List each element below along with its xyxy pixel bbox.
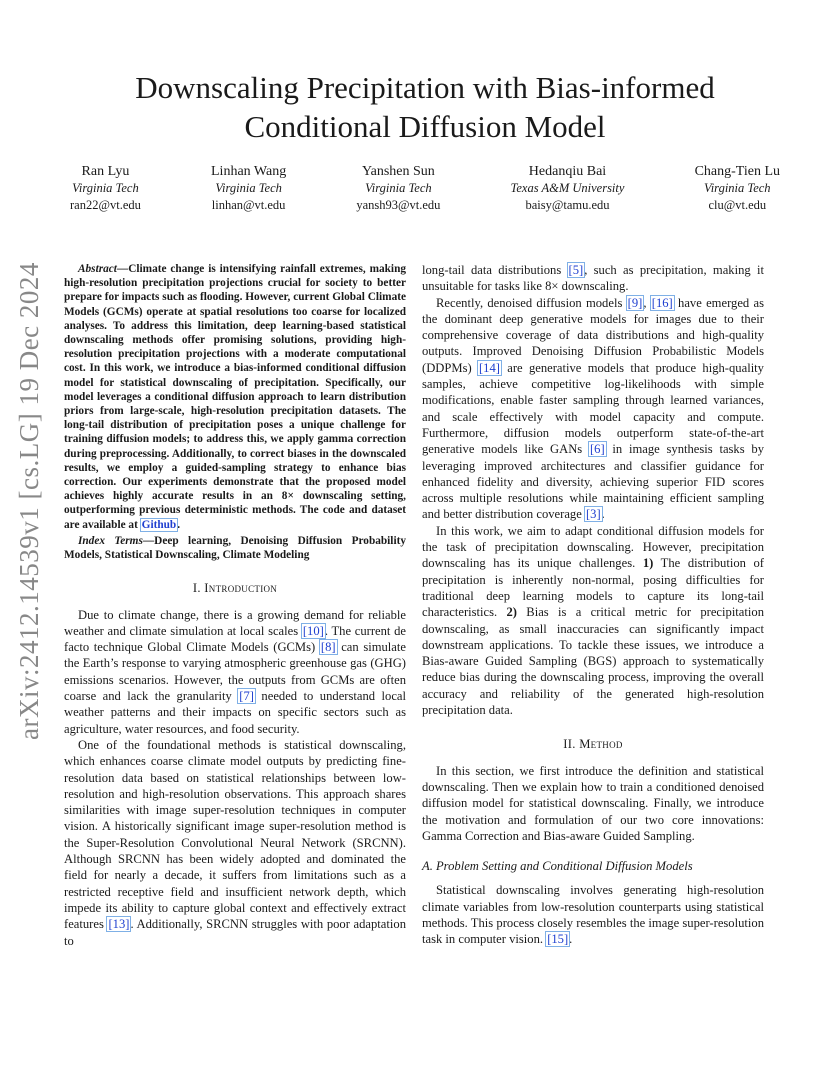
author-block [70, 163, 141, 214]
author-affiliation: Virginia Tech [704, 181, 771, 195]
author-name: Chang-Tien Lu [694, 164, 780, 179]
citation-link[interactable]: [9] [627, 295, 643, 310]
paper-title [60, 68, 790, 146]
abstract-lead: Abstract [78, 263, 117, 275]
author-affiliation: Virginia Tech [365, 181, 432, 195]
text-run: needed to understand local weather patterns and their impacts on specific sectors such as agriculture, water resources, and food security. [64, 689, 407, 736]
citation-link[interactable]: [5] [568, 263, 584, 277]
section-title: Method [579, 737, 623, 752]
text-run: can simulate the Earth’s response to varying atmospheric greenhouse gas (GHG) emissions scenarios. However, the outputs from GCMs are often coarse and lack the granularity [64, 640, 406, 704]
citation-link[interactable]: [3] [585, 507, 601, 522]
citation-link[interactable]: [6] [589, 442, 605, 457]
text-run: long-tail data distributions [422, 263, 568, 277]
text-run: The distribution of precipitation is inherently non-normal, posing difficulties for traditional deep learning models to capture its long-tail characteristics. [422, 556, 764, 620]
author-list [70, 163, 780, 214]
author-block [511, 163, 625, 214]
text-run: In this work, we aim to adapt conditional diffusion models for the task of precipitation downscaling. However, precipitation downscaling has its unique challenges. [422, 523, 764, 571]
author-name: Linhan Wang [211, 164, 287, 179]
author-block [356, 163, 440, 214]
list-marker: 2) [506, 605, 517, 620]
text-run: . [601, 507, 605, 522]
arxiv-side-stamp: arXiv:2412.14539v1 [cs.LG] 19 Dec 2024 [14, 262, 44, 740]
text-run: have emerged as the dominant deep generative models for images due to their comprehensive coverage of data distributions and high-quality outputs. Improved Denoising Diffusion Probabilistic Models (DDPMs) [422, 295, 765, 375]
text-run: in image synthesis tasks by leveraging improved architectures and classifier guidance for enhanced fidelity and diversity, achieving superior FID scores across multiple resolutions while maintaining efficient sampling and better distribution coverage [422, 442, 764, 522]
index-terms [64, 534, 406, 562]
citation-link[interactable]: [10] [302, 623, 324, 638]
section-number: I. [192, 581, 205, 596]
citation-link[interactable]: [14] [478, 360, 500, 375]
author-email: linhan@vt.edu [211, 198, 286, 212]
author-email: yansh93@vt.edu [356, 198, 441, 212]
citation-link[interactable]: [15] [547, 932, 569, 947]
text-run: Bias is a critical metric for precipitation downscaling, as small inaccuracies can significantly impact downstream applications. To tackle these issues, we introduce a Bias-aware Guided Sampling (BGS) approach to systematically reduce bias during the downscaling process, improving the overall accuracy and reliability of the generated high-resolution precipitation data. [422, 605, 764, 718]
text-run: . [569, 932, 573, 947]
index-terms-lead: Index Terms [78, 534, 143, 547]
author-email: clu@vt.edu [708, 198, 767, 212]
intro-paragraph-2 [64, 737, 406, 949]
text-run: One of the foundational methods is statistical downscaling, which enhances coarse climate model outputs by predicting fine-resolution data based on statistical relationships between low-resolution and high-resolution observations. This approach shares similarities with image super-resolution techniques in computer vision. A historically significant image super-resolution method is the Super-Resolution Convolutional Neural Network (SRCNN). Although SRCNN has been widely adopted and dominated the field for nearly a decade, it suffers from limitations such as a restricted receptive field and insufficient network depth, which impede its ability to capture global context and effectively extract features [64, 737, 406, 932]
subsection-heading: A. Problem Setting and Conditional Diffusion Models [422, 859, 693, 874]
text-run: are generative models that produce high-quality samples, achieve competitive log-likelihoods with simple modifications, enable faster sampling through learned variances, and scale effectively with model capacity and compute. Furthermore, diffusion models outperform state-of-the-art generative models like GANs [422, 360, 764, 457]
citation-link[interactable]: [8] [320, 640, 336, 655]
github-link[interactable]: Github [141, 518, 177, 531]
author-email: baisy@tamu.edu [525, 198, 610, 212]
right-column [422, 262, 764, 948]
intro-paragraph-1 [64, 607, 406, 737]
author-name: Hedanqiu Bai [528, 164, 607, 179]
intro-paragraph-4 [422, 523, 764, 719]
text-run: Recently, denoised diffusion models [436, 295, 627, 310]
abstract [64, 262, 406, 532]
author-name: Yanshen Sun [361, 164, 435, 179]
title-line-2: Conditional Diffusion Model [244, 109, 606, 144]
text-run: . The current de facto technique Global Climate Models (GCMs) [64, 623, 406, 655]
intro-paragraph-3 [422, 295, 764, 523]
text-run: . Additionally, SRCNN struggles with poor adaptation to [64, 917, 406, 948]
text-run: Statistical downscaling involves generating high-resolution climate variables from low-resolution counterparts using statistical methods. This process closely resembles the image super-resolution task in computer vision. [422, 883, 764, 947]
citation-link[interactable]: [13] [108, 917, 130, 932]
author-affiliation: Virginia Tech [215, 181, 282, 195]
text-run: , such as precipitation, making it unsuitable for tasks like 8× downscaling. [422, 263, 764, 294]
text-run: Due to climate change, there is a growing demand for reliable weather and climate simulation at local scales [64, 607, 406, 638]
section-number: II. [563, 737, 580, 752]
title-line-1: Downscaling Precipitation with Bias-informed [135, 70, 715, 105]
section-heading-introduction [64, 580, 406, 596]
left-column [64, 262, 406, 949]
method-paragraph-2 [422, 882, 764, 947]
citation-link[interactable]: [7] [239, 689, 254, 704]
intro-paragraph-continued [422, 262, 764, 295]
author-affiliation: Virginia Tech [72, 181, 139, 195]
author-name: Ran Lyu [81, 164, 130, 179]
citation-link[interactable]: [16] [651, 295, 673, 310]
text-run: , [643, 295, 651, 310]
section-title: Introduction [204, 581, 278, 596]
author-affiliation: Texas A&M University [510, 181, 625, 195]
method-paragraph-1: In this section, we first introduce the definition and statistical downscaling. Then we explain how to train a conditioned denoised diffusion model for statistical downscaling. Finally, we introduce the motivation and formulation of our two core innovations: Gamma Correction and Bias-aware Guided Sampling. [422, 763, 764, 843]
author-email: ran22@vt.edu [70, 198, 141, 212]
section-heading-method [422, 736, 764, 752]
list-marker: 1) [642, 556, 654, 571]
abstract-text: —Climate change is intensifying rainfall extremes, making high-resolution precipitation projections crucial for society to better prepare for impacts such as flooding. However, current Global Climate Models (GCMs) operate at spatial resolutions too coarse for localized analyses. To address this limitation, deep learning-based statistical downscaling methods offer promising solutions, providing high-resolution precipitation projections with a moderate computational cost. In this work, we introduce a bias-informed conditional diffusion model for statistical downscaling of precipitation. Specifically, our model leverages a conditional diffusion approach to learn distribution priors from large-scale, high-resolution precipitation datasets. The long-tail distribution of precipitation poses a unique challenge for training diffusion models; to address this, we apply gamma correction during preprocessing. Additionally, to correct biases in the downscaled results, we employ a guided-sampling strategy to enhance bias correction. Our experiments demonstrate that the proposed model achieves highly accurate results in an 8× downscaling setting, outperforming previous deterministic methods. The code and dataset are available at [64, 263, 406, 531]
index-terms-text: —Deep learning, Denoising Diffusion Probability Models, Statistical Downscaling, Climate Modeling [64, 534, 406, 562]
author-block [211, 163, 286, 214]
author-block [695, 163, 780, 214]
abstract-end: . [177, 518, 181, 531]
